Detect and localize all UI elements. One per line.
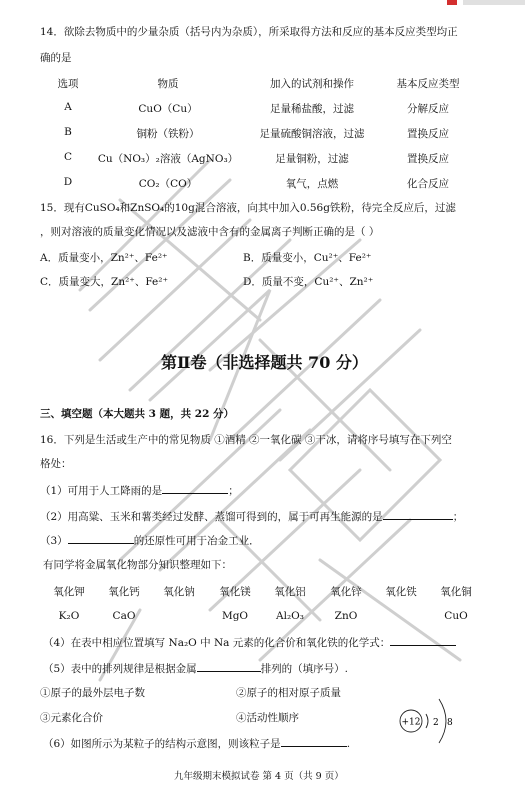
q16-sub4-text: （4）在表中相应位置填写 Na₂O 中 Na 元素的化合价和氧化铁的化学式： [43, 637, 391, 649]
oxide-name: 氧化锌 [330, 586, 362, 598]
q15-stem-line1: 15．现有CuSO₄和ZnSO₄的10g混合溶液，向其中加入0.56g铁粉，待完全反应后，过滤 [40, 202, 456, 214]
table-cell: B [64, 126, 72, 138]
q16-sub2 [40, 509, 463, 524]
shell-2-electrons: 8 [447, 718, 453, 728]
oxide-formula: ZnO [334, 610, 358, 622]
table-cell: 足量铜粉，过滤 [275, 153, 349, 165]
table-header: 选项 [57, 78, 79, 90]
table-cell: 置换反应 [407, 128, 449, 140]
answer-blank[interactable] [68, 533, 134, 544]
table-cell: 足量硫酸铜溶液，过滤 [259, 128, 365, 140]
answer-blank[interactable] [383, 509, 453, 520]
oxide-formula: Al₂O₃ [276, 610, 304, 622]
q16-sub4 [43, 635, 456, 650]
q15-option-b: B．质量变小，Cu²⁺、Fe²⁺ [243, 252, 372, 264]
oxide-name: 氧化钾 [53, 586, 85, 598]
q16-sub5-text: （5）表中的排列规律是根据金属 [43, 663, 197, 675]
oxide-name: 氧化铝 [274, 586, 306, 598]
oxide-name: 氧化铁 [385, 586, 417, 598]
table-cell: C [63, 151, 73, 163]
nucleus-charge: +12 [401, 717, 421, 728]
part-heading: 三、填空题（本大题共 3 题，共 22 分） [40, 408, 235, 420]
table-cell: 足量稀盐酸，过滤 [270, 103, 354, 115]
answer-blank[interactable] [390, 635, 456, 646]
atom-structure-diagram [395, 690, 465, 750]
q16-sub3 [40, 533, 260, 548]
q14-stem-line1: 14．欲除去物质中的少量杂质（括号内为杂质），所采取得方法和反应的基本反应类型均正 [40, 26, 458, 38]
table-cell: D [63, 176, 73, 188]
oxide-name: 氧化镁 [219, 586, 251, 598]
q16-sub3-text: （3） [40, 535, 68, 547]
q16-sub1-text: （1）可用于人工降雨的是 [40, 485, 163, 497]
q16-sub5 [43, 661, 348, 676]
oxide-name: 氧化铜 [440, 586, 472, 598]
q16-sub6-end: . [346, 738, 351, 750]
q16-sub3-end: 的还原性可用于冶金工业． [133, 535, 260, 547]
q15-option-c: C．质量变大，Zn²⁺、Fe²⁺ [40, 276, 169, 288]
q15-stem-line2: ，则对溶液的质量变化情况以及滤液中含有的金属离子判断正确的是（ ） [40, 226, 380, 238]
oxide-formula: MgO [221, 610, 249, 622]
table-cell: Cu（NO₃）₂溶液（AgNO₃） [97, 153, 239, 165]
table-cell: 铜粉（铁粉） [136, 128, 200, 140]
q16-sub2-end: ； [452, 511, 464, 523]
q16-sub6 [43, 736, 350, 751]
section-title: 第Ⅱ卷（非选择题共 70 分） [161, 353, 368, 372]
answer-blank[interactable] [197, 661, 261, 672]
electron-shell-2 [439, 699, 446, 743]
q16-sub1-end: ； [228, 485, 239, 497]
table-cell: 置换反应 [407, 153, 449, 165]
answer-blank[interactable] [162, 483, 228, 494]
q16-stem-line1: 16．下列是生活或生产中的常见物质 ①酒精 ②一氧化碳 ③干冰，请将序号填写在下列空 [40, 434, 452, 446]
table-header: 加入的试剂和操作 [270, 78, 354, 90]
q15-option-d: D．质量不变，Cu²⁺、Zn²⁺ [243, 276, 374, 288]
oxide-formula: CuO [444, 610, 468, 622]
q16-stem-line2: 格处： [40, 458, 72, 470]
table-header: 物质 [157, 78, 179, 90]
table-cell: CuO（Cu） [138, 103, 198, 115]
table-header: 基本反应类型 [396, 78, 460, 90]
table-cell: 分解反应 [407, 103, 449, 115]
q14-stem-line2: 确的是 [40, 52, 72, 64]
electron-shell-1 [426, 714, 428, 728]
table-cell: A [64, 101, 72, 113]
brand-logo-fragment [425, 0, 525, 14]
choice-2: ②原子的相对原子质量 [236, 687, 341, 699]
q16-sub2-text: （2）用高粱、玉米和薯类经过发酵、蒸馏可得到的，属于可再生能源的是 [40, 511, 383, 523]
oxide-name: 氧化钙 [108, 586, 140, 598]
choice-3: ③元素化合价 [40, 712, 103, 724]
q16-sub1 [40, 483, 239, 498]
q16-sub6-text: （6）如图所示为某粒子的结构示意图，则该粒子是 [43, 738, 281, 750]
oxides-intro: 有同学将金属氧化物部分知识整理如下： [43, 559, 232, 571]
q15-option-a: A．质量变小，Zn²⁺、Fe²⁺ [40, 252, 168, 264]
page-footer: 九年级期末模拟试卷 第 4 页（共 9 页） [174, 771, 344, 782]
answer-blank[interactable] [281, 736, 347, 747]
choice-4: ④活动性顺序 [236, 712, 299, 724]
oxide-name: 氧化钠 [163, 586, 195, 598]
table-cell: CO₂（CO） [138, 178, 198, 190]
oxide-formula: CaO [112, 610, 136, 622]
oxide-formula: K₂O [58, 610, 80, 622]
table-cell: 氧气，点燃 [285, 178, 339, 190]
table-cell: 化合反应 [407, 178, 449, 190]
shell-1-electrons: 2 [433, 718, 439, 728]
choice-1: ①原子的最外层电子数 [40, 687, 145, 699]
q16-sub5-end: 排列的（填序号）. [260, 663, 349, 675]
